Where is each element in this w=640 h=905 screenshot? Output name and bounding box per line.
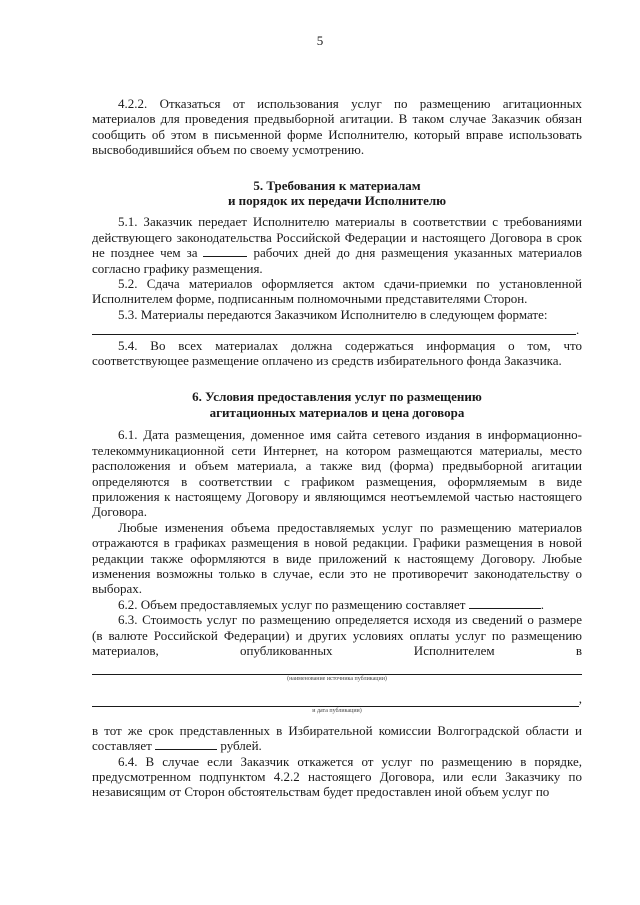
clause-4-2-2: 4.2.2. Отказаться от использования услуг по размещению агитационных материалов для проведения предвыборной агитации. В таком случае Заказчик обязан сообщить об этом в письменной форме Исполнителю, который вправе использовать высвободившийся объем по своему усмотрению. xyxy=(92,96,582,158)
format-fill-line xyxy=(92,322,582,337)
section-6-title-line1: 6. Условия предоставления услуг по размещению xyxy=(192,389,482,405)
clause-5-4: 5.4. Во всех материалах должна содержаться информация о том, что соответствующее размещение оплачено из средств избирательного фонда Заказчика. xyxy=(92,337,582,369)
publication-source-blank xyxy=(92,660,582,675)
clause-6-2-period: . xyxy=(540,596,544,612)
publication-date-blank xyxy=(92,692,579,707)
clause-5-1-text-a: 5.1. Заказчик передает Исполнителю материалы в соответствии с требованиями действующего законодательства Российской Федерации и настоящего Договора в срок не позднее чем за xyxy=(92,214,582,261)
clause-6-1-changes: Любые изменения объема предоставляемых услуг по размещению материалов отражаются в графиках размещения в новой редакции. Графики размещения в новой редакции также оформляются в виде приложений к настоящему Договору. Любые изменения возможны только в случае, если это не противоречит законодательству о выборах. xyxy=(92,519,582,597)
section-5-heading xyxy=(92,178,582,209)
section-5-title-line1: 5. Требования к материалам xyxy=(253,177,421,193)
publication-date-caption: и дата публикации) xyxy=(312,707,362,714)
clause-6-3-continuation xyxy=(92,723,582,754)
clause-5-3: 5.3. Материалы передаются Заказчиком Исполнителю в следующем формате: xyxy=(118,306,548,322)
publication-source-caption: (наименование источника публикации) xyxy=(287,676,387,683)
publication-date-row xyxy=(92,691,582,706)
clause-6-3-cont-text-b: рублей. xyxy=(220,738,262,754)
volume-blank xyxy=(469,597,541,609)
publication-date-comma: , xyxy=(578,691,582,707)
publication-fill-block xyxy=(92,660,582,722)
clause-5-1-text-b: рабочих дней до дня размещения указанных материалов согласно графику размещения. xyxy=(92,245,583,276)
format-blank xyxy=(92,334,576,335)
clause-6-4: 6.4. В случае если Заказчик откажется от услуг по размещению в порядке, предусмотренном подпунктом 4.2.2 настоящего Договора, или если Заказчику по независящим от Сторон обстоятельствам будет предоставлен иной объем услуг по xyxy=(92,753,582,800)
section-5-title-line2: и порядок их передачи Исполнителю xyxy=(227,193,447,209)
clause-6-3-cont-text-a: в тот же срок представленных в Избирательной комиссии Волгоградской области и составляет xyxy=(92,722,582,754)
section-6-title-line2: агитационных материалов и цена договора xyxy=(209,404,465,420)
page-number: 5 xyxy=(316,33,324,48)
clause-5-1 xyxy=(92,214,582,276)
section-6-heading xyxy=(92,389,582,420)
clause-6-3: 6.3. Стоимость услуг по размещению определяется исходя из сведений о размере (в валюте Российской Федерации) и других условиях оплаты услуг по размещению материалов, опубликованных Исполнителем в xyxy=(92,612,582,658)
clause-5-2: 5.2. Сдача материалов оформляется актом сдачи-приемки по установленной Исполнителем форме, подписанным полномочными представителями Сторон. xyxy=(92,276,582,307)
document-body xyxy=(92,96,582,800)
clause-6-2-text: 6.2. Объем предоставляемых услуг по размещению составляет xyxy=(118,596,466,612)
price-blank xyxy=(155,738,217,750)
clause-6-1: 6.1. Дата размещения, доменное имя сайта сетевого издания в информационно-телекоммуникационной сети Интернет, на котором размещаются материалы, место расположения и объем материала, а также вид (форма) предвыборной агитации определяются в соответствии с графиком размещения, оформляемым в виде приложения к настоящему Договору и являющимся неотъемлемой частью настоящего Договора. xyxy=(92,427,582,520)
format-period: . xyxy=(576,322,580,338)
days-blank xyxy=(203,245,247,257)
clause-6-2 xyxy=(92,597,582,612)
